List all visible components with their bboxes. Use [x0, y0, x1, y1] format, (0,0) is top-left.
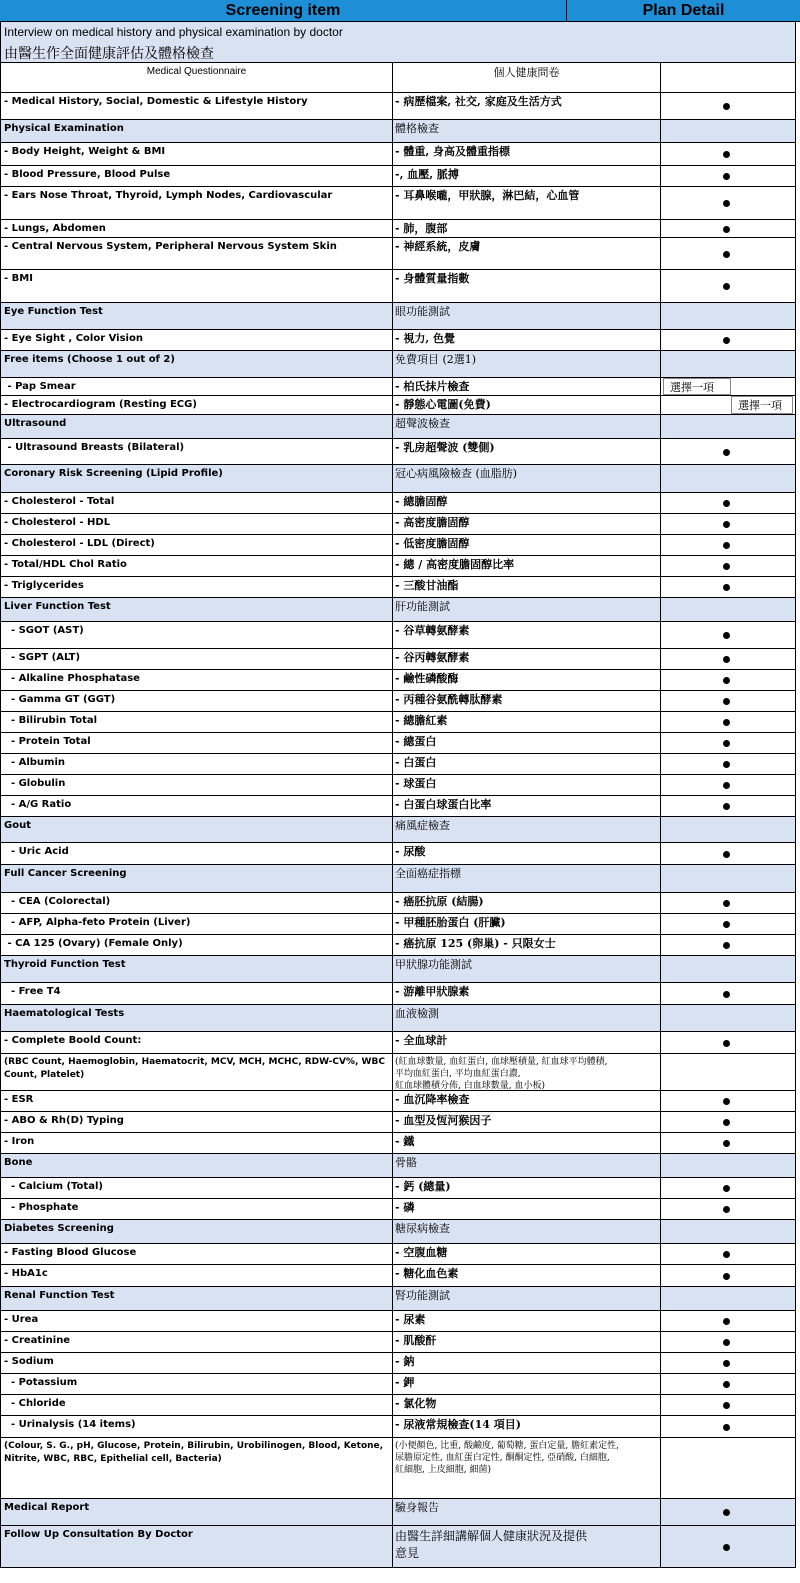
item-en: Ultrasound: [1, 415, 393, 438]
item-zh: - 空腹血糖: [393, 1244, 661, 1264]
table-row: [0, 514, 796, 535]
table-row: [0, 1112, 796, 1133]
section-row: [0, 598, 796, 622]
included-dot-icon: [723, 991, 730, 998]
plan-cell: [661, 439, 795, 464]
item-en: - Blood Pressure, Blood Pulse: [1, 166, 393, 186]
item-zh: - 肺，腹部: [393, 220, 661, 237]
table-row: [0, 935, 796, 956]
item-en: - AFP, Alpha-feto Protein (Liver): [1, 914, 393, 934]
section-row: [0, 1499, 796, 1526]
item-zh: 甲狀腺功能測試: [393, 956, 661, 982]
table-row: [0, 396, 796, 415]
table-row: [0, 733, 796, 754]
item-zh: - 甲種胚胎蛋白 (肝臟): [393, 914, 661, 934]
table-row: [0, 1091, 796, 1112]
included-dot-icon: [723, 1381, 730, 1388]
plan-cell: [661, 1353, 795, 1373]
included-dot-icon: [723, 500, 730, 507]
plan-cell: [661, 166, 795, 186]
item-en: Full Cancer Screening: [1, 865, 393, 892]
table-row: [0, 712, 796, 733]
table-row: [0, 187, 796, 220]
table-row: [0, 691, 796, 712]
item-zh: - 鐵: [393, 1133, 661, 1153]
plan-cell: [661, 1178, 795, 1198]
included-dot-icon: [723, 1185, 730, 1192]
item-zh: - 身體質量指數: [393, 270, 661, 302]
item-en: - Total/HDL Chol Ratio: [1, 556, 393, 576]
table-row: [0, 1374, 796, 1395]
plan-cell: [661, 893, 795, 913]
included-dot-icon: [723, 1273, 730, 1280]
table-row: [0, 622, 796, 649]
questionnaire-zh: 個人健康問卷: [393, 63, 661, 92]
item-zh: - 高密度膽固醇: [393, 514, 661, 534]
included-dot-icon: [723, 1360, 730, 1367]
section-row: [0, 1220, 796, 1244]
included-dot-icon: [723, 1251, 730, 1258]
item-en: - Fasting Blood Glucose: [1, 1244, 393, 1264]
table-row: [0, 1332, 796, 1353]
plan-cell: [661, 1499, 795, 1525]
item-en: Renal Function Test: [1, 1287, 393, 1310]
item-en: - Alkaline Phosphatase: [1, 670, 393, 690]
item-zh: - 尿素: [393, 1311, 661, 1331]
item-en: - CEA (Colorectal): [1, 893, 393, 913]
plan-cell: [661, 796, 795, 816]
item-zh: - 視力, 色覺: [393, 330, 661, 350]
item-en: - HbA1c: [1, 1265, 393, 1286]
plan-cell: [661, 935, 795, 955]
plan-cell: [661, 1244, 795, 1264]
item-en: - A/G Ratio: [1, 796, 393, 816]
item-en: Thyroid Function Test: [1, 956, 393, 982]
item-zh: -, 血壓, 脈搏: [393, 166, 661, 186]
section-row: [0, 865, 796, 893]
plan-cell: [661, 187, 795, 219]
table-row: [0, 796, 796, 817]
plan-cell: [661, 670, 795, 690]
table-row: [0, 1178, 796, 1199]
item-zh: - 靜態心電圖(免費): [393, 396, 661, 414]
table-row: [0, 754, 796, 775]
item-en: - CA 125 (Ovary) (Female Only): [1, 935, 393, 955]
plan-cell: [661, 1091, 795, 1111]
table-row: [0, 1395, 796, 1416]
included-dot-icon: [723, 1140, 730, 1147]
item-zh: - 三酸甘油酯: [393, 577, 661, 597]
item-en: - Lungs, Abdomen: [1, 220, 393, 237]
item-zh: 糖尿病檢查: [393, 1220, 661, 1243]
questionnaire-row: [0, 63, 796, 93]
plan-cell: [661, 1332, 795, 1352]
included-dot-icon: [723, 719, 730, 726]
included-dot-icon: [723, 521, 730, 528]
header-screening-item: Screening item: [0, 0, 567, 22]
included-dot-icon: [723, 1509, 730, 1516]
included-dot-icon: [723, 1040, 730, 1047]
plan-cell: [661, 622, 795, 648]
included-dot-icon: [723, 698, 730, 705]
plan-cell: [661, 1005, 795, 1031]
table-row: [0, 843, 796, 865]
plan-cell: [661, 93, 795, 119]
item-en: - Phosphate: [1, 1199, 393, 1219]
item-en: Haematological Tests: [1, 1005, 393, 1031]
item-zh: 骨骼: [393, 1154, 661, 1177]
item-en: - Ears Nose Throat, Thyroid, Lymph Nodes, Cardiovascular: [1, 187, 393, 219]
plan-cell: [661, 865, 795, 892]
item-en: - Electrocardiogram (Resting ECG): [1, 396, 393, 414]
table-row: [0, 1438, 796, 1499]
plan-cell: [661, 396, 795, 414]
included-dot-icon: [723, 740, 730, 747]
plan-cell: [661, 535, 795, 555]
table-row: [0, 1032, 796, 1054]
plan-cell: [661, 649, 795, 669]
item-zh: - 鹼性磷酸酶: [393, 670, 661, 690]
table-row: [0, 166, 796, 187]
intro-en: Interview on medical history and physical examination by doctor: [4, 25, 343, 39]
plan-cell: [661, 956, 795, 982]
item-en: Bone: [1, 1154, 393, 1177]
table-row: [0, 577, 796, 598]
item-en: - Sodium: [1, 1353, 393, 1373]
item-en: - Albumin: [1, 754, 393, 774]
section-row: [0, 817, 796, 843]
item-en: Follow Up Consultation By Doctor: [1, 1526, 393, 1567]
plan-cell: [661, 238, 795, 269]
included-dot-icon: [723, 1098, 730, 1105]
table-row: [0, 1265, 796, 1287]
item-en: - SGPT (ALT): [1, 649, 393, 669]
item-zh: - 全血球計: [393, 1032, 661, 1053]
item-zh: - 體重, 身高及體重指標: [393, 143, 661, 165]
included-dot-icon: [723, 782, 730, 789]
item-en: - Cholesterol - LDL (Direct): [1, 535, 393, 555]
item-en: - Chloride: [1, 1395, 393, 1415]
item-en: - Urinalysis (14 items): [1, 1416, 393, 1437]
item-zh: - 球蛋白: [393, 775, 661, 795]
item-en: - ESR: [1, 1091, 393, 1111]
included-dot-icon: [723, 803, 730, 810]
item-en: Physical Examination: [1, 120, 393, 142]
included-dot-icon: [723, 1402, 730, 1409]
item-zh: - 磷: [393, 1199, 661, 1219]
included-dot-icon: [723, 103, 730, 110]
item-zh: - 總 / 高密度膽固醇比率: [393, 556, 661, 576]
item-en: (Colour, S. G., pH, Glucose, Protein, Bilirubin, Urobilinogen, Blood, Ketone, Nitrite, WBC, RBC, Epithelial cell, Bacteria): [1, 1438, 393, 1498]
table-row: [0, 270, 796, 303]
plan-cell: [661, 270, 795, 302]
included-dot-icon: [723, 1206, 730, 1213]
section-row: [0, 1154, 796, 1178]
item-zh: - 神經系統，皮膚: [393, 238, 661, 269]
item-zh: 腎功能測試: [393, 1287, 661, 1310]
plan-cell: [661, 817, 795, 842]
plan-cell: [661, 1395, 795, 1415]
intro-zh: 由醫生作全面健康評估及體格檢查: [4, 46, 214, 62]
item-en: - Bilirubin Total: [1, 712, 393, 732]
item-zh: - 氯化物: [393, 1395, 661, 1415]
item-zh: - 丙種谷氨酰轉肽酵素: [393, 691, 661, 711]
item-en: - SGOT (AST): [1, 622, 393, 648]
item-en: - Iron: [1, 1133, 393, 1153]
item-en: - Potassium: [1, 1374, 393, 1394]
item-zh: - 鈣 (總量): [393, 1178, 661, 1198]
plan-cell: [661, 514, 795, 534]
item-zh: - 尿液常規檢查(14 項目): [393, 1416, 661, 1437]
item-zh: 體格檢查: [393, 120, 661, 142]
plan-cell: [661, 303, 795, 329]
table-row: [0, 493, 796, 514]
table-row: [0, 775, 796, 796]
item-zh: 痛風症檢查: [393, 817, 661, 842]
item-zh: (小便顏色, 比重, 酸鹼度, 葡萄糖, 蛋白定量, 膽紅素定性, 尿膽原定性, 血紅蛋白定性, 酮酮定性, 亞硝酸, 白細胞, 紅細胞, 上皮細胞, 細菌): [393, 1438, 661, 1498]
plan-cell: [661, 143, 795, 165]
table-row: [0, 220, 796, 238]
table-row: [0, 535, 796, 556]
item-en: Diabetes Screening: [1, 1220, 393, 1243]
item-en: - Globulin: [1, 775, 393, 795]
table-row: [0, 93, 796, 120]
item-zh: - 谷草轉氨酵素: [393, 622, 661, 648]
item-en: - ABO & Rh(D) Typing: [1, 1112, 393, 1132]
plan-cell: [661, 598, 795, 621]
plan-cell: [661, 1265, 795, 1286]
item-zh: - 耳鼻喉嚨，甲狀腺，淋巴結，心血管: [393, 187, 661, 219]
item-en: - Cholesterol - Total: [1, 493, 393, 513]
plan-cell: [661, 754, 795, 774]
item-zh: - 病歷檔案, 社交, 家庭及生活方式: [393, 93, 661, 119]
included-dot-icon: [723, 251, 730, 258]
plan-cell: [661, 1220, 795, 1243]
item-en: - Triglycerides: [1, 577, 393, 597]
item-en: Liver Function Test: [1, 598, 393, 621]
table-row: [0, 1311, 796, 1332]
item-en: - Ultrasound Breasts (Bilateral): [1, 439, 393, 464]
plan-cell: [661, 1154, 795, 1177]
plan-cell: [661, 1032, 795, 1053]
included-dot-icon: [723, 632, 730, 639]
item-zh: - 游離甲狀腺素: [393, 983, 661, 1004]
item-zh: 冠心病風險檢查 (血脂肪): [393, 465, 661, 492]
plan-cell: [661, 556, 795, 576]
plan-cell: [661, 691, 795, 711]
item-zh: - 白蛋白: [393, 754, 661, 774]
included-dot-icon: [723, 1339, 730, 1346]
included-dot-icon: [723, 942, 730, 949]
item-en: Free items (Choose 1 out of 2): [1, 351, 393, 377]
item-zh: - 鉀: [393, 1374, 661, 1394]
item-zh: - 尿酸: [393, 843, 661, 864]
item-en: - Calcium (Total): [1, 1178, 393, 1198]
item-zh: 肝功能測試: [393, 598, 661, 621]
table-row: [0, 670, 796, 691]
table-row: [0, 1353, 796, 1374]
item-en: Medical Report: [1, 1499, 393, 1525]
plan-cell: [661, 415, 795, 438]
included-dot-icon: [723, 173, 730, 180]
item-zh: - 血沉降率檢查: [393, 1091, 661, 1111]
table-row: [0, 983, 796, 1005]
plan-cell: [661, 493, 795, 513]
section-row: [0, 956, 796, 983]
included-dot-icon: [723, 200, 730, 207]
plan-cell: [661, 1374, 795, 1394]
included-dot-icon: [723, 151, 730, 158]
item-en: - Central Nervous System, Peripheral Nervous System Skin: [1, 238, 393, 269]
item-en: - Free T4: [1, 983, 393, 1004]
section-row: [0, 1526, 796, 1568]
included-dot-icon: [723, 761, 730, 768]
plan-cell: [661, 914, 795, 934]
included-dot-icon: [723, 226, 730, 233]
included-dot-icon: [723, 584, 730, 591]
item-zh: - 柏氏抹片檢查: [393, 378, 661, 395]
item-zh: - 總膽紅素: [393, 712, 661, 732]
table-row: [0, 1416, 796, 1438]
choice-select[interactable]: 選擇一項: [731, 396, 793, 414]
table-header: [0, 0, 800, 22]
item-en: (RBC Count, Haemoglobin, Haematocrit, MCV, MCH, MCHC, RDW-CV%, WBC Count, Platelet): [1, 1054, 393, 1090]
item-en: - Gamma GT (GGT): [1, 691, 393, 711]
table-row: [0, 649, 796, 670]
questionnaire-en: Medical Questionnaire: [1, 63, 393, 92]
plan-cell: [661, 1054, 795, 1090]
item-en: - Medical History, Social, Domestic & Lifestyle History: [1, 93, 393, 119]
item-en: - Creatinine: [1, 1332, 393, 1352]
plan-cell: [661, 330, 795, 350]
plan-cell: [661, 351, 795, 377]
included-dot-icon: [723, 449, 730, 456]
included-dot-icon: [723, 337, 730, 344]
item-en: Gout: [1, 817, 393, 842]
item-en: - Cholesterol - HDL: [1, 514, 393, 534]
plan-cell: [661, 733, 795, 753]
included-dot-icon: [723, 283, 730, 290]
item-zh: - 癌抗原 125 (卵巢) - 只限女士: [393, 935, 661, 955]
included-dot-icon: [723, 1424, 730, 1431]
item-zh: - 癌胚抗原 (結腸): [393, 893, 661, 913]
item-zh: - 肌酸酐: [393, 1332, 661, 1352]
item-zh: 眼功能測試: [393, 303, 661, 329]
item-en: - Urea: [1, 1311, 393, 1331]
included-dot-icon: [723, 921, 730, 928]
item-zh: 由醫生詳細講解個人健康狀況及提供 意見: [393, 1526, 661, 1567]
table-row: [0, 893, 796, 914]
included-dot-icon: [723, 677, 730, 684]
item-zh: - 谷丙轉氨酵素: [393, 649, 661, 669]
plan-cell: [661, 712, 795, 732]
item-zh: 超聲波檢查: [393, 415, 661, 438]
item-en: - Eye Sight , Color Vision: [1, 330, 393, 350]
item-zh: 血液檢測: [393, 1005, 661, 1031]
table-row: [0, 330, 796, 351]
plan-cell: [661, 1526, 795, 1567]
plan-cell: [661, 220, 795, 237]
plan-cell: [661, 775, 795, 795]
included-dot-icon: [723, 656, 730, 663]
table-row: [0, 238, 796, 270]
plan-cell: [661, 843, 795, 864]
item-zh: - 白蛋白球蛋白比率: [393, 796, 661, 816]
plan-cell: [661, 1112, 795, 1132]
plan-cell: [661, 465, 795, 492]
table-row: [0, 914, 796, 935]
item-zh: (紅血球數量, 血紅蛋白, 血球壓積量, 紅血球平均體積, 平均血紅蛋白, 平均血紅蛋白濃, 紅血球體積分佈, 白血球數量, 血小板): [393, 1054, 661, 1090]
item-zh: - 低密度膽固醇: [393, 535, 661, 555]
table-row: [0, 439, 796, 465]
header-plan-detail: Plan Detail: [642, 2, 725, 19]
section-row: [0, 415, 796, 439]
item-zh: - 總蛋白: [393, 733, 661, 753]
item-en: - Protein Total: [1, 733, 393, 753]
section-row: [0, 1005, 796, 1032]
item-zh: - 乳房超聲波 (雙側): [393, 439, 661, 464]
item-zh: 驗身報告: [393, 1499, 661, 1525]
table-row: [0, 378, 796, 396]
item-zh: - 鈉: [393, 1353, 661, 1373]
included-dot-icon: [723, 851, 730, 858]
plan-cell: [661, 1438, 795, 1498]
item-en: - Uric Acid: [1, 843, 393, 864]
section-row: [0, 120, 796, 143]
section-row: [0, 1287, 796, 1311]
table-row: [0, 1133, 796, 1154]
included-dot-icon: [723, 1318, 730, 1325]
plan-cell: [661, 1133, 795, 1153]
choice-select[interactable]: 選擇一項: [663, 378, 731, 395]
item-zh: 免費項目 (2選1): [393, 351, 661, 377]
table-row: [0, 1054, 796, 1091]
section-row: [0, 465, 796, 493]
plan-cell: [661, 1311, 795, 1331]
item-en: - BMI: [1, 270, 393, 302]
item-en: - Pap Smear: [1, 378, 393, 395]
included-dot-icon: [723, 1544, 730, 1551]
item-zh: - 總膽固醇: [393, 493, 661, 513]
table-row: [0, 556, 796, 577]
item-zh: - 血型及恆河猴因子: [393, 1112, 661, 1132]
plan-cell: [661, 1416, 795, 1437]
item-en: Coronary Risk Screening (Lipid Profile): [1, 465, 393, 492]
item-zh: - 糖化血色素: [393, 1265, 661, 1286]
table-row: [0, 1199, 796, 1220]
intro-row: [0, 22, 796, 63]
included-dot-icon: [723, 563, 730, 570]
plan-cell: [661, 120, 795, 142]
included-dot-icon: [723, 1119, 730, 1126]
plan-cell: [661, 1199, 795, 1219]
included-dot-icon: [723, 900, 730, 907]
item-en: - Body Height, Weight & BMI: [1, 143, 393, 165]
item-zh: 全面癌症指標: [393, 865, 661, 892]
section-row: [0, 351, 796, 378]
section-row: [0, 303, 796, 330]
table-row: [0, 1244, 796, 1265]
item-en: Eye Function Test: [1, 303, 393, 329]
included-dot-icon: [723, 542, 730, 549]
plan-cell: [661, 577, 795, 597]
table-row: [0, 143, 796, 166]
item-en: - Complete Boold Count:: [1, 1032, 393, 1053]
plan-cell: [661, 983, 795, 1004]
plan-cell: [661, 1287, 795, 1310]
plan-cell: [661, 378, 795, 395]
